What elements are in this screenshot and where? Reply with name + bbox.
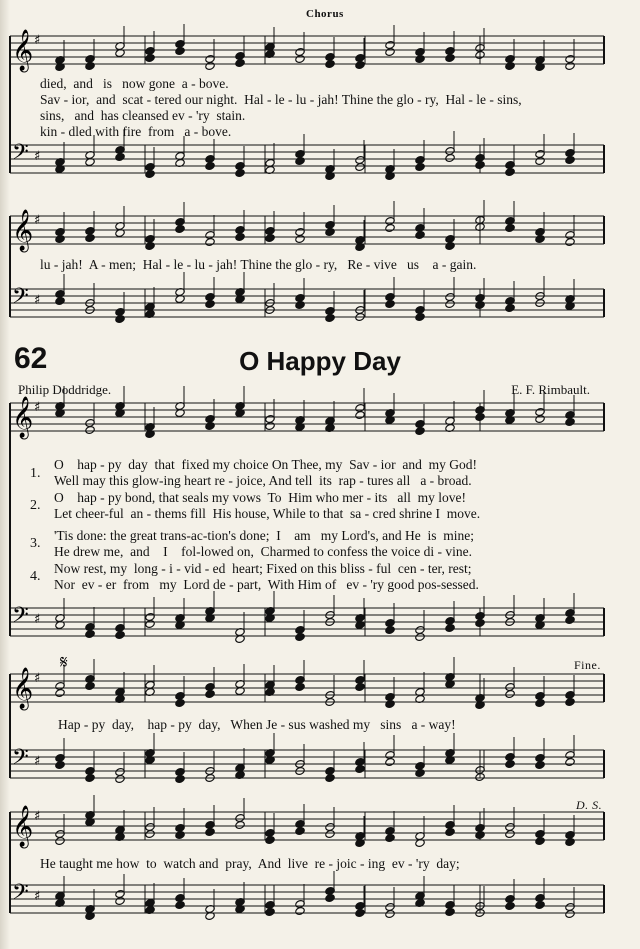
bass-staff: [10, 871, 604, 921]
verse-number: 2.: [30, 498, 41, 513]
note-head: [175, 830, 185, 839]
key-sharp-icon: ♯: [34, 612, 41, 627]
note-head: [535, 836, 545, 845]
note-head: [325, 893, 335, 902]
treble-clef-icon: 𝄞: [12, 668, 34, 709]
note-head: [265, 835, 275, 844]
bass-clef-icon: 𝄢: [12, 140, 29, 170]
lyric-line: O hap - py day that fixed my choice On Thee, my Sav - ior and my God!: [54, 457, 478, 472]
note-head: [295, 826, 305, 835]
treble-clef-icon: 𝄞: [12, 30, 34, 71]
lyric-line: Now rest, my long - i - vid - ed heart; Fixed on this bliss - ful cen - ter, rest;: [54, 561, 472, 576]
treble-clef-icon: 𝄞: [12, 210, 34, 251]
note-head: [295, 906, 305, 915]
hymn-title: O Happy Day: [239, 346, 401, 376]
verse-number: 4.: [30, 569, 41, 584]
key-sharp-icon: ♯: [34, 400, 41, 415]
key-sharp-icon: ♯: [34, 809, 41, 824]
note-head: [235, 820, 245, 829]
composer-credit: E. F. Rimbault.: [511, 382, 590, 397]
key-sharp-icon: ♯: [34, 754, 41, 769]
ds-label: D. S.: [576, 798, 603, 812]
treble-staff: [10, 795, 604, 848]
note-head: [265, 907, 275, 916]
note-head: [475, 830, 485, 839]
note-head: [325, 829, 335, 838]
treble-clef-icon: 𝄞: [12, 397, 34, 438]
key-sharp-icon: ♯: [34, 213, 41, 228]
note-head: [205, 827, 215, 836]
note-head: [115, 896, 125, 905]
hymn-number: 62: [14, 342, 48, 375]
verse-number: 1.: [30, 466, 41, 481]
fine-label: Fine.: [574, 658, 601, 672]
lyric-line: O hap - py bond, that seals my vows To Him who mer - its all my love!: [54, 490, 467, 505]
key-sharp-icon: ♯: [34, 293, 41, 308]
lyric-line: He drew me, and I fol-lowed on, Charmed to confess the voice di - vine.: [54, 544, 473, 559]
note-head: [565, 837, 575, 846]
key-sharp-icon: ♯: [34, 33, 41, 48]
note-head: [445, 827, 455, 836]
key-sharp-icon: ♯: [34, 889, 41, 904]
lyric-line: Sav - ior, and scat - tered our night. Hal - le - lu - jah! Thine the glo - ry, Hal - le - sins,: [40, 92, 522, 107]
lyric-line: lu - jah! A - men; Hal - le - lu - jah! Thine the glo - ry, Re - vive us a - gain.: [40, 257, 477, 272]
lyric-line: Hap - py day, hap - py day, When Je - sus washed my sins a - way!: [58, 717, 456, 732]
note-head: [385, 909, 395, 918]
note-head: [355, 908, 365, 917]
lyric-line: kin - dled with fire from a - bove.: [40, 124, 232, 139]
bass-clef-icon: 𝄢: [12, 880, 29, 910]
bass-clef-icon: 𝄢: [12, 284, 29, 314]
verse-number: 3.: [30, 536, 41, 551]
note-head: [385, 833, 395, 842]
note-head: [55, 836, 65, 845]
key-sharp-icon: ♯: [34, 149, 41, 164]
lyric-line: He taught me how to watch and pray, And live re - joic - ing ev - 'ry day;: [40, 856, 460, 871]
note-head: [505, 901, 515, 910]
bass-clef-icon: 𝄢: [12, 603, 29, 633]
note-head: [535, 900, 545, 909]
chorus-label: Chorus: [306, 8, 344, 20]
note-head: [505, 829, 515, 838]
lyric-line: Let cheer-ful an - thems fill His house, While to that sa - cred shrine I move.: [54, 506, 481, 521]
lyric-line: died, and is now gone a - bove.: [40, 76, 229, 91]
note-head: [145, 829, 155, 838]
note-head: [175, 900, 185, 909]
author-credit: Philip Doddridge.: [18, 382, 112, 397]
lyric-line: Nor ev - er from my Lord de - part, With Him of ev - 'ry good pos-sessed.: [54, 577, 479, 592]
treble-clef-icon: 𝄞: [12, 806, 34, 847]
bass-clef-icon: 𝄢: [12, 745, 29, 775]
lyric-line: 'Tis done: the great trans-ac-tion's done; I am my Lord's, and He is mine;: [54, 528, 474, 543]
segno-icon: 𝄋: [60, 652, 68, 673]
key-sharp-icon: ♯: [34, 671, 41, 686]
note-head: [445, 907, 455, 916]
lyric-line: sins, and has cleansed ev - 'ry stain.: [40, 108, 246, 123]
note-head: [565, 909, 575, 918]
lyric-line: Well may this glow-ing heart re - joice, And tell its rap - tures all a - broad.: [54, 473, 472, 488]
